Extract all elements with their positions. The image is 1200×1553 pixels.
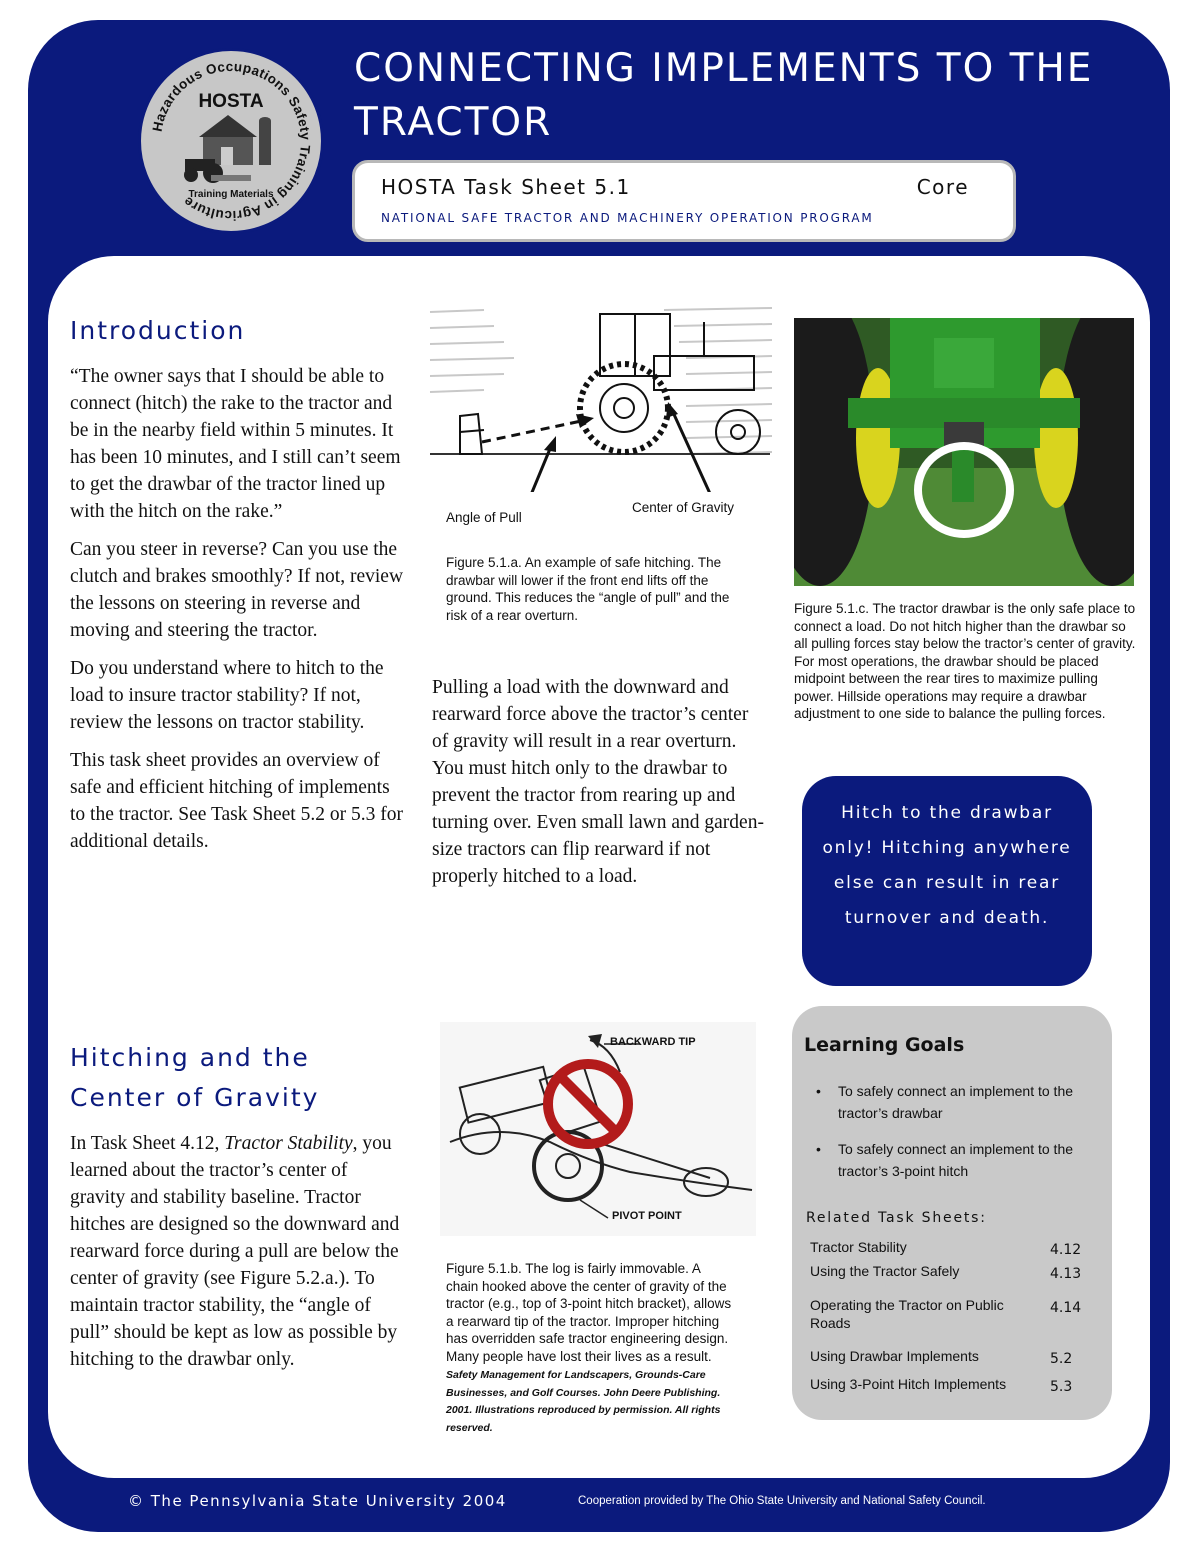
copyright-text: © The Pennsylvania State University 2004: [128, 1492, 507, 1510]
warning-callout-text: Hitch to the drawbar only! Hitching anywhere else can result in rear turnover and death.: [822, 803, 1072, 928]
figure-a-tractor-illustration: [424, 292, 776, 492]
intro-paragraph: Can you steer in reverse? Can you use the clutch and brakes smoothly? If not, review the lessons on steering in reverse and moving and steering the tractor.: [70, 539, 404, 641]
program-name: NATIONAL SAFE TRACTOR AND MACHINERY OPERATION PROGRAM: [381, 211, 874, 225]
warning-callout: [802, 776, 1092, 986]
barn-icon: [199, 115, 271, 165]
learning-goals-heading: Learning Goals: [804, 1034, 965, 1056]
task-level: Core: [916, 175, 969, 199]
hitching-paragraph: In Task Sheet 4.12, Tractor Stability, you learned about the tractor’s center of gravity and stability baseline. Tractor hitches are designed so the downward and rearward force during a pull are below the center of gravity (see Figure 5.2.a.). To maintain tractor stability, the “angle of pull” should be kept as low as possible by hitching to the drawbar only.: [70, 1133, 400, 1370]
svg-text:Hazardous Occupations Safety T: Hazardous Occupations Safety Training in Agriculture: [149, 58, 314, 224]
seal-subtitle: Training Materials: [188, 189, 274, 200]
hitching-section: [70, 1038, 406, 1384]
middle-paragraph: Pulling a load with the downward and rearward force above the tractor’s center of gravity will result in a rear overturn. You must hitch only to the drawbar to prevent the tractor from rearing up and turning over. Even small lawn and garden-size tractors can flip rearward if not properly hitched to a load.: [432, 677, 764, 887]
learning-goals-panel: Learning Goals • To safely connect an implement to the tractor’s drawbar • To safely connect an implement to the tractor’s 3-point hitch Related Task Sheets: Tractor Stability 4.12 Using the Tractor Safely 4.13 Operating the Tractor on Public Roads 4.14 Using Drawbar Implements 5.2 Using 3-Point Hitch Implements 5.3: [792, 1006, 1112, 1420]
learning-goals-list: [804, 1080, 1104, 1196]
page-title: CONNECTING IMPLEMENTS TO THE TRACTOR: [354, 46, 1094, 145]
related-task-sheets-heading: Related Task Sheets:: [806, 1210, 987, 1226]
figure-b-rear-overturn-illustration: [440, 1022, 756, 1236]
center-of-gravity-label: Center of Gravity: [632, 500, 735, 515]
list-item: • To safely connect an implement to the tractor’s drawbar: [804, 1080, 1104, 1124]
figure-a-caption: Figure 5.1.a. An example of safe hitching. The drawbar will lower if the front end lifts off the ground. This reduces the “angle of pull” and the risk of a rear overturn.: [446, 555, 730, 623]
cooperation-text: Cooperation provided by The Ohio State University and National Safety Council.: [578, 1495, 986, 1507]
pivot-point-label: PIVOT POINT: [612, 1210, 682, 1222]
figure-b-caption: Figure 5.1.b. The log is fairly immovable. A chain hooked above the center of gravity of the tractor (e.g., top of 3-point hitch bracket), allows a rearward tip of the tractor. Improper hitching has overridden safe tractor engineering design. Many people have lost their lives as a result. Safety Management for Landscapers, Grounds-Care Businesses, and Golf Courses. John Deere Publishing. 2001. Illustrations reproduced by permission. All rights reserved.: [446, 1261, 732, 1434]
introduction-section: [70, 316, 406, 866]
intro-paragraph: This task sheet provides an overview of safe and efficient hitching of implements to the tractor. See Task Sheet 5.2 or 5.3 for additional details.: [70, 750, 403, 852]
angle-of-pull-label: Angle of Pull: [446, 510, 522, 525]
angle-of-pull-line: [482, 420, 586, 442]
task-sheet-number: HOSTA Task Sheet 5.1: [381, 175, 631, 199]
task-sheet-box: [352, 160, 1016, 242]
list-item: • To safely connect an implement to the tractor’s 3-point hitch: [804, 1138, 1104, 1182]
hosta-seal: [138, 48, 324, 234]
introduction-heading: Introduction: [70, 316, 246, 345]
intro-paragraph: Do you understand where to hitch to the load to insure tractor stability? If not, review the lessons on tractor stability.: [70, 658, 384, 733]
figure-c-drawbar-photo: [794, 318, 1134, 586]
hitching-heading: Hitching and the Center of Gravity: [70, 1043, 320, 1112]
seal-ring-text: [141, 51, 321, 231]
seal-acronym: HOSTA: [198, 91, 264, 112]
figure-c-caption: Figure 5.1.c. The tractor drawbar is the only safe place to connect a load. Do not hitch higher than the drawbar so all pulling forces stay below the tractor’s center of gravity. For most operations, the drawbar should be placed midpoint between the rear tires to maximize pulling power. Hillside operations may require a drawbar adjustment to one side to balance the pulling forces.: [794, 601, 1136, 721]
backward-tip-label: BACKWARD TIP: [610, 1036, 696, 1048]
figure-b-credit: Safety Management for Landscapers, Grounds-Care Businesses, and Golf Courses. John Deere Publishing. 2001. Illustrations reproduced by permission. All rights reserved.: [446, 1369, 721, 1434]
intro-paragraph: “The owner says that I should be able to connect (hitch) the rake to the tractor and be in the nearby field within 5 minutes. It has been 10 minutes, and I still can’t seem to get the drawbar of the tractor lined up with the hitch on the rake.”: [70, 366, 401, 522]
